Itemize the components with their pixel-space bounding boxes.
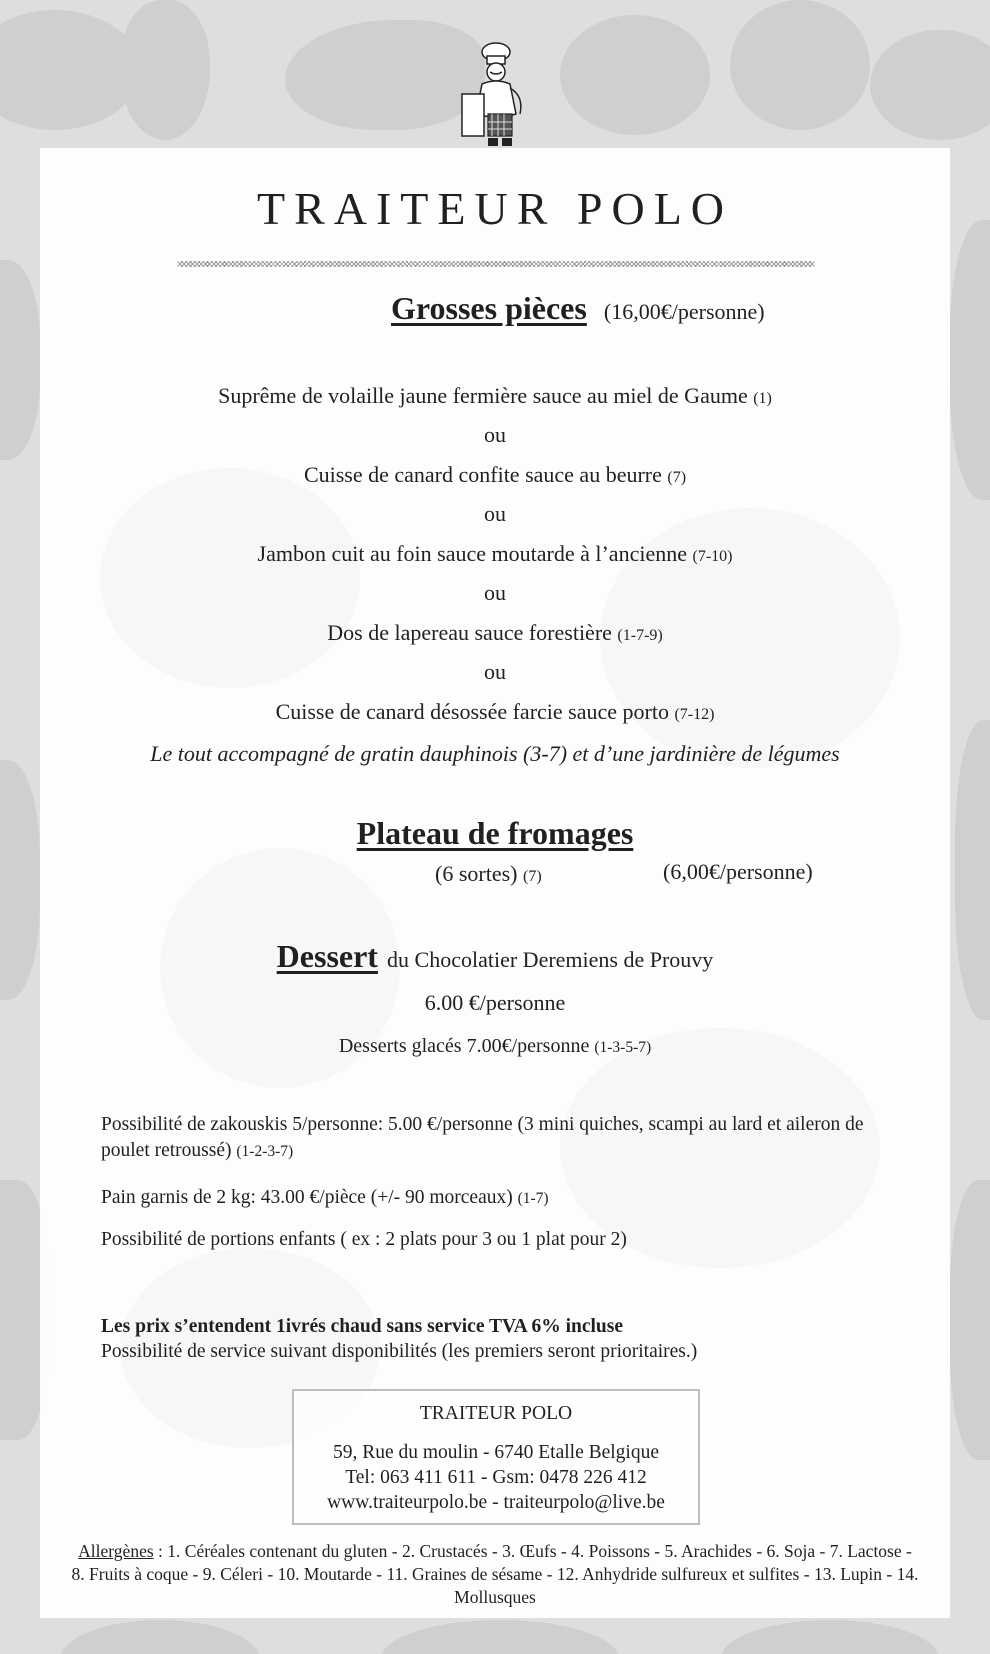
- dish-name: Dos de lapereau sauce forestière: [327, 620, 612, 645]
- desserts-glaces-line: [0, 1035, 990, 1058]
- portions-enfants-note: Possibilité de portions enfants ( ex : 2 plats pour 3 ou 1 plat pour 2): [101, 1229, 627, 1250]
- contact-box: [292, 1389, 700, 1525]
- fromages-heading-row: [0, 815, 990, 852]
- dish-name: Cuisse de canard désossée farcie sauce porto: [275, 699, 669, 724]
- dish-allergens: (7): [667, 469, 687, 486]
- zakouskis-text: Possibilité de zakouskis 5/personne: 5.00 €/personne (3 mini quiches, scampi au lard et aileron de poulet retroussé): [101, 1114, 864, 1161]
- fromages-allergens: (7): [522, 868, 542, 885]
- price-conditions: Les prix s’entendent 1ivrés chaud sans service TVA 6% incluse: [101, 1316, 624, 1337]
- separator-ou: ou: [484, 659, 506, 684]
- fromages-sortes-text: (6 sortes): [435, 861, 518, 886]
- fromages-heading: Plateau de fromages: [356, 815, 634, 851]
- pain-garnis-allergens: (1-7): [517, 1190, 549, 1207]
- chef-mascot-icon: [452, 42, 536, 150]
- separator-ou: ou: [484, 422, 506, 447]
- allergen-label: Allergènes: [78, 1541, 154, 1561]
- dish-allergens: (7-10): [692, 548, 733, 565]
- dish-allergens: (7-12): [674, 706, 715, 723]
- dish-allergens: (1-7-9): [617, 627, 663, 644]
- page-title: TRAITEUR POLO: [256, 183, 734, 234]
- dish-allergens: (1): [753, 390, 772, 407]
- dish-line: [0, 383, 990, 409]
- service-note: Possibilité de service suivant disponibilités (les premiers seront prioritaires.): [101, 1341, 698, 1362]
- contact-name: TRAITEUR POLO: [419, 1403, 573, 1424]
- dish-name: Jambon cuit au foin sauce moutarde à l’ancienne: [257, 541, 687, 566]
- pain-garnis-note: [101, 1185, 549, 1212]
- zakouskis-note: [101, 1112, 881, 1165]
- separator-ou: ou: [484, 580, 506, 605]
- grosses-pieces-heading-row: [391, 290, 765, 327]
- fromages-price: (6,00€/personne): [663, 859, 813, 884]
- dessert-heading-row: [0, 938, 990, 975]
- dish-line: [0, 620, 990, 646]
- decorative-divider: [178, 261, 814, 267]
- zakouskis-allergens: (1-2-3-7): [236, 1143, 294, 1160]
- dish-line: [0, 699, 990, 725]
- contact-phone: Tel: 063 411 611 - Gsm: 0478 226 412: [345, 1467, 647, 1488]
- allergen-list: : 1. Céréales contenant du gluten - 2. Crustacés - 3. Œufs - 4. Poissons - 5. Arachides - 6. Soja - 7. Lactose - 8. Fruits à coque - 9. Céleri - 10. Moutarde - 11. Graines de sésame - 12. Anhydride sulfureux et sulfites - 13. Lupin - 14. Mollusques: [71, 1541, 919, 1607]
- contact-address: 59, Rue du moulin - 6740 Etalle Belgique: [332, 1442, 660, 1463]
- grosses-pieces-price: (16,00€/personne): [603, 299, 765, 324]
- contact-web: www.traiteurpolo.be - traiteurpolo@live.be: [327, 1492, 665, 1513]
- desserts-glaces-allergens: (1-3-5-7): [594, 1039, 652, 1056]
- fromages-sortes: [435, 861, 542, 887]
- dessert-subtitle: du Chocolatier Deremiens de Prouvy: [387, 947, 714, 972]
- desserts-glaces-text: Desserts glacés 7.00€/personne: [338, 1035, 590, 1057]
- pain-garnis-text: Pain garnis de 2 kg: 43.00 €/pièce (+/- 90 morceaux): [101, 1187, 513, 1208]
- dish-line: [0, 541, 990, 567]
- separator-ou: ou: [484, 501, 506, 526]
- dish-name: Suprême de volaille jaune fermière sauce au miel de Gaume: [218, 383, 748, 408]
- dish-line: [0, 462, 990, 488]
- dessert-price: 6.00 €/personne: [424, 990, 566, 1015]
- dessert-heading: Dessert: [276, 938, 378, 974]
- accompaniment-note: Le tout accompagné de gratin dauphinois (3-7) et d’une jardinière de légumes: [150, 741, 840, 766]
- grosses-pieces-heading: Grosses pièces: [391, 290, 587, 326]
- dish-name: Cuisse de canard confite sauce au beurre: [303, 462, 662, 487]
- allergen-legend: [70, 1540, 920, 1609]
